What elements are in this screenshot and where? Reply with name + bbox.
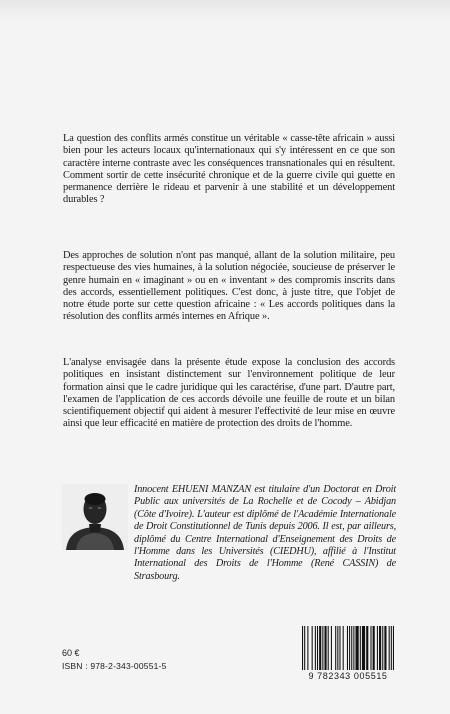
- barcode-bar: [351, 626, 352, 670]
- barcode-bar: [331, 626, 332, 670]
- barcode: [296, 626, 400, 684]
- barcode-bar: [355, 626, 358, 670]
- barcode-bar: [319, 626, 321, 670]
- barcode-bar: [377, 626, 378, 670]
- summary-paragraph-1: La question des conflits armés constitue un véritable « casse-tête africain » aussi bien pour les acteurs locaux qu'internationaux qui s'y intéressent en ce que son caractère interne contraste avec les conséquences transnationales qui en résultent. Comment sortir de cette insécurité chronique et de la guerre civile qui guette en permanence derrière le rideau et parvenir à une stabilité et un développement durables ?: [63, 133, 395, 206]
- barcode-bar: [393, 626, 394, 670]
- barcode-bar: [317, 626, 318, 670]
- barcode-bar: [360, 626, 361, 670]
- barcode-bar: [353, 626, 354, 670]
- summary-paragraph-3: L'analyse envisagée dans la présente étude expose la conclusion des accords politiques en insistant distinctement sur l'environnement politique de leur formation ainsi que le cadre juridique qui les caractérise, d'une part. D'autre part, l'examen de l'application de ces accords dévoile une feuille de route et un bilan scientifiquement objectif qui aident à mesurer l'effectivité de leur mise en œuvre ainsi que leur efficacité en matière de protection des droits de l'homme.: [63, 357, 395, 430]
- barcode-bar: [302, 626, 303, 670]
- barcode-bar: [391, 626, 392, 670]
- barcode-bar: [389, 626, 390, 670]
- barcode-bar: [347, 626, 348, 670]
- barcode-bar: [312, 626, 313, 670]
- isbn-label: ISBN : 978-2-343-00551-5: [62, 661, 167, 671]
- author-bio: Innocent EHUENI MANZAN est titulaire d'un Doctorat en Droit Public aux universités de La Rochelle et de Cocody – Abidjan (Côte d'Ivoire). L'auteur est diplômé de l'Académie Internationale de Droit Constitutionnel de Tunis depuis 2006. Il est, par ailleurs, diplômé du Centre International d'Enseignement des Droits de l'Homme dans les Universités (CIEDHU), affilié à l'Institut International des Droits de l'Homme (René CASSIN) de Strasbourg.: [134, 484, 396, 582]
- barcode-bar: [349, 626, 350, 670]
- author-photo: [62, 484, 128, 550]
- barcode-bar: [328, 626, 329, 670]
- barcode-bar: [337, 626, 338, 670]
- barcode-bar: [370, 626, 371, 670]
- price-label: 60 €: [62, 648, 80, 658]
- barcode-digits: 9 782343 005515: [308, 671, 388, 681]
- barcode-bar: [339, 626, 340, 670]
- barcode-bar: [384, 626, 386, 670]
- barcode-bar: [322, 626, 323, 670]
- cover-top-edge: [0, 0, 450, 20]
- barcode-bar: [335, 626, 336, 670]
- barcode-bar: [343, 626, 344, 670]
- barcode-bar: [304, 626, 305, 670]
- barcode-bar: [366, 626, 368, 670]
- barcode-bars-icon: [302, 626, 394, 670]
- author-portrait-icon: [62, 484, 128, 550]
- barcode-bar: [307, 626, 308, 670]
- barcode-bar: [362, 626, 365, 670]
- barcode-bar: [373, 626, 375, 670]
- summary-paragraph-2: Des approches de solution n'ont pas manqué, allant de la solution militaire, peu respectueuse des vies humaines, à la solution négociée, soucieuse de préserver le genre humain en « imaginant » ou en « inventant » des compromis inscrits dans des accords, essentiellement politiques. C'est donc, à juste titre, que l'objet de notre étude porte sur cette question africaine : « Les accords politiques dans la résolution des conflits armés internes en Afrique ».: [63, 250, 395, 323]
- barcode-bar: [382, 626, 383, 670]
- barcode-bar: [315, 626, 316, 670]
- barcode-bar: [324, 626, 326, 670]
- barcode-bar: [379, 626, 381, 670]
